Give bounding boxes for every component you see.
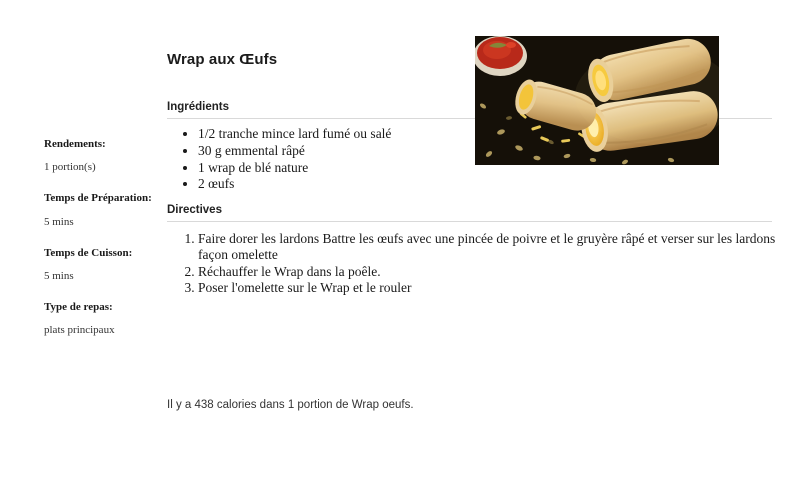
meta-item-type-repas: [44, 301, 156, 337]
list-item: 2. Réchauffer le Wrap dans la poêle.: [198, 264, 783, 280]
meta-value-temps-cuisson: 5 mins: [44, 269, 74, 282]
list-item: • 30 g emmental râpé: [198, 143, 391, 159]
meta-label-temps-preparation: Temps de Préparation:: [44, 192, 152, 205]
ingredients-list: [167, 126, 391, 193]
meta-label-temps-cuisson: Temps de Cuisson:: [44, 246, 133, 259]
section-heading-directives: Directives: [167, 204, 772, 222]
list-item: • 1 wrap de blé nature: [198, 160, 391, 176]
recipe-photo: [475, 36, 719, 165]
meta-item-temps-preparation: [44, 192, 156, 228]
wrap-photo-illustration: [475, 36, 719, 165]
meta-value-rendements: 1 portion(s): [44, 161, 96, 174]
meta-item-rendements: [44, 138, 156, 174]
recipe-meta-panel: [44, 138, 156, 338]
list-item: 1. Faire dorer les lardons Battre les œufs avec une pincée de poivre et le gruyère râpé et verser sur les lardons façon omelette: [198, 231, 783, 263]
list-item: 3. Poser l'omelette sur le Wrap et le rouler: [198, 280, 783, 296]
page-title: Wrap aux Œufs: [167, 51, 278, 68]
calories-note: Il y a 438 calories dans 1 portion de Wrap oeufs.: [167, 399, 414, 411]
meta-item-temps-cuisson: [44, 247, 156, 283]
meta-value-temps-preparation: 5 mins: [44, 215, 74, 228]
list-item: • 2 œufs: [198, 176, 391, 192]
meta-label-rendements: Rendements:: [44, 138, 106, 150]
directives-list: [167, 231, 783, 297]
list-item: • 1/2 tranche mince lard fumé ou salé: [198, 126, 391, 142]
meta-value-type-repas: plats principaux: [44, 324, 115, 337]
meta-label-type-repas: Type de repas:: [44, 301, 113, 314]
section-heading-ingredients: Ingrédients: [167, 101, 772, 119]
